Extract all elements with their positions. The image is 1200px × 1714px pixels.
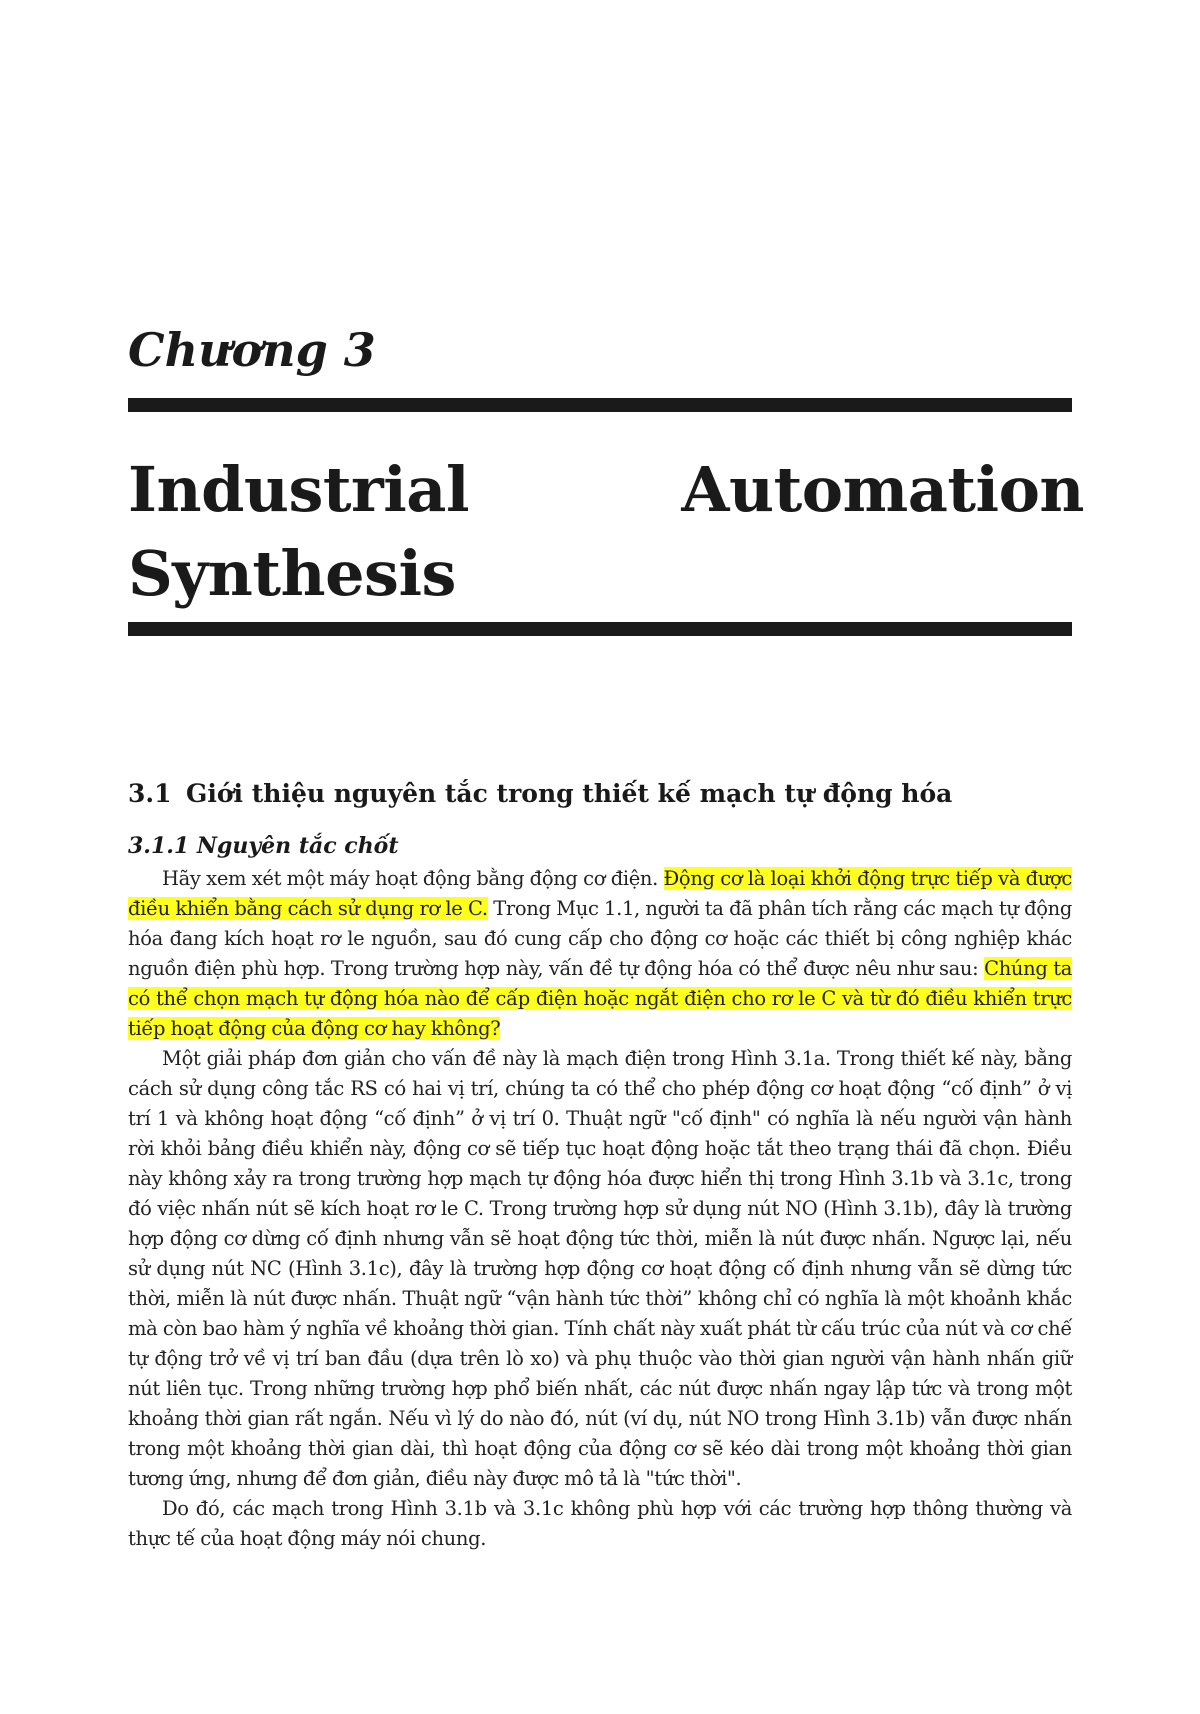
paragraph-3: Do đó, các mạch trong Hình 3.1b và 3.1c không phù hợp với các trường hợp thông thường và thực tế của hoạt động máy nói chung. (128, 1497, 1072, 1550)
body-text (128, 864, 1072, 1554)
highlighted-text: Động cơ là loại khởi động trực tiếp và được điều khiển bằng cách sử dụng rơ le C. (128, 867, 1072, 920)
chapter-title: Industrial Automation Synthesis (128, 453, 1084, 610)
section-number: 3.1 (128, 779, 172, 808)
section-heading (128, 776, 952, 812)
bottom-rule (128, 622, 1072, 636)
paragraph-1 (128, 864, 1072, 1044)
paragraph-1-middle: Trong Mục 1.1, người ta đã phân tích rằng các mạch tự động hóa đang kích hoạt rơ le nguồn, sau đó cung cấp cho động cơ hoặc các thiết bị công nghiệp khác nguồn điện phù hợp. Trong trường hợp này, vấn đề tự động hóa có thể được nêu như sau: (128, 897, 1072, 980)
highlighted-text: Chúng ta có thể chọn mạch tự động hóa nào để cấp điện hoặc ngắt điện cho rơ le C và từ đó điều khiển trực tiếp hoạt động của động cơ hay không? (128, 957, 1072, 1040)
chapter-label: Chương 3 (128, 323, 376, 377)
paragraph-1-intro: Hãy xem xét một máy hoạt động bằng động cơ điện. (162, 867, 664, 890)
section-title: Giới thiệu nguyên tắc trong thiết kế mạch tự động hóa (186, 779, 953, 808)
subsection-heading: 3.1.1 Nguyên tắc chốt (128, 833, 399, 859)
top-rule (128, 398, 1072, 412)
paragraph-2: Một giải pháp đơn giản cho vấn đề này là mạch điện trong Hình 3.1a. Trong thiết kế này, bằng cách sử dụng công tắc RS có hai vị trí, chúng ta có thể cho phép động cơ hoạt động “cố định” ở vị trí 1 và không hoạt động “cố định” ở vị trí 0. Thuật ngữ "cố định" có nghĩa là nếu người vận hành rời khỏi bảng điều khiển này, động cơ sẽ tiếp tục hoạt động hoặc tắt theo trạng thái đã chọn. Điều này không xảy ra trong trường hợp mạch tự động hóa được hiển thị trong Hình 3.1b và 3.1c, trong đó việc nhấn nút sẽ kích hoạt rơ le C. Trong trường hợp sử dụng nút NO (Hình 3.1b), đây là trường hợp động cơ dừng cố định nhưng vẫn sẽ hoạt động tức thời, miễn là nút được nhấn. Ngược lại, nếu sử dụng nút NC (Hình 3.1c), đây là trường hợp động cơ hoạt động cố định nhưng vẫn sẽ dừng tức thời, miễn là nút được nhấn. Thuật ngữ “vận hành tức thời” không chỉ có nghĩa là một khoảnh khắc mà còn bao hàm ý nghĩa về khoảng thời gian. Tính chất này xuất phát từ cấu trúc của nút và cơ chế tự động trở về vị trí ban đầu (dựa trên lò xo) và phụ thuộc vào thời gian người vận hành nhấn giữ nút liên tục. Trong những trường hợp phổ biến nhất, các nút được nhấn ngay lập tức và trong một khoảng thời gian rất ngắn. Nếu vì lý do nào đó, nút (ví dụ, nút NO trong Hình 3.1b) vẫn được nhấn trong một khoảng thời gian dài, thì hoạt động của động cơ sẽ kéo dài trong một khoảng thời gian tương ứng, nhưng để đơn giản, điều này được mô tả là "tức thời". (128, 1047, 1072, 1490)
